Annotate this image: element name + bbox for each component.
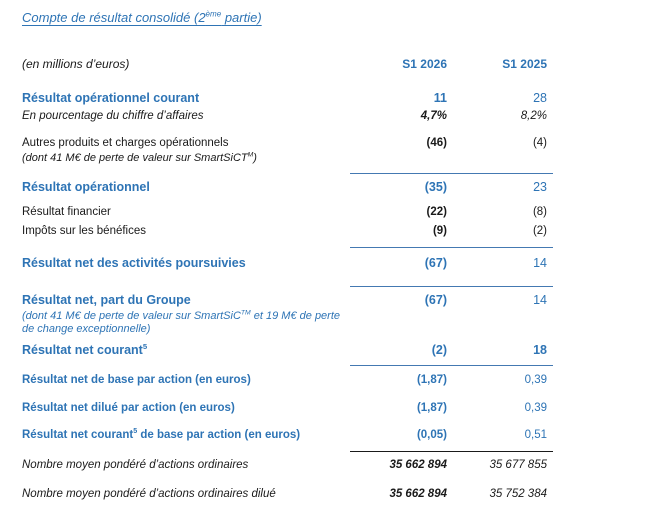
row-label: Impôts sur les bénéfices (22, 225, 147, 237)
footnote-reference-5: 5 (133, 427, 138, 436)
row-label-with-sup (22, 342, 350, 358)
row-label: Nombre moyen pondéré d’actions ordinaires dilué (22, 488, 276, 500)
row-label: Résultat net courant (22, 429, 134, 441)
row-label: Autres produits et charges opérationnels (22, 137, 229, 149)
row-label: Résultat net des activités poursuivies (22, 256, 246, 270)
page-title-superscript: ème (205, 9, 222, 19)
footnote-text: (dont 41 M€ de perte de valeur sur SmartSiC (22, 310, 241, 322)
row-label: Résultat net de base par action (en euros) (22, 374, 251, 386)
page-title-text-end: partie) (221, 10, 262, 25)
value-s1-2025: (4) (532, 137, 547, 149)
footnote-smartsic-change (22, 310, 352, 336)
value-s1-2026: (22) (426, 206, 447, 218)
value-s1-2025: (2) (532, 225, 547, 237)
value-s1-2025: 0,51 (524, 429, 547, 441)
value-s1-2026: (46) (426, 137, 447, 149)
value-s1-2025: 28 (533, 91, 547, 105)
row-resultat-net-activites-poursuivies (22, 255, 655, 271)
row-label: En pourcentage du chiffre d’affaires (22, 110, 204, 122)
row-resultat-net-courant (22, 342, 655, 358)
value-s1-2025: 0,39 (524, 402, 547, 414)
value-s1-2025: 0,39 (524, 374, 547, 386)
row-resultat-operationnel-courant (22, 90, 655, 106)
page-title-text: Compte de résultat consolidé (2 (22, 10, 206, 25)
row-nombre-actions-ordinaires (22, 458, 655, 472)
row-autres-produits-charges (22, 136, 655, 150)
row-resultat-net-base-par-action (22, 373, 655, 388)
separator-line-black (350, 451, 553, 452)
separator-line (350, 365, 553, 366)
row-resultat-net-courant-base-par-action (22, 428, 655, 443)
row-resultat-financier (22, 205, 655, 219)
value-s1-2026: (2) (431, 343, 447, 357)
separator-line (350, 286, 553, 287)
row-nombre-actions-ordinaires-dilue (22, 487, 655, 501)
separator-line (350, 247, 553, 248)
footnote-superscript: TM (240, 309, 251, 317)
value-s1-2026: 35 662 894 (389, 459, 447, 471)
row-label: Résultat net courant (22, 343, 143, 357)
row-label: Résultat opérationnel courant (22, 91, 200, 105)
value-s1-2025: 14 (533, 256, 547, 270)
value-s1-2026: (67) (424, 256, 447, 270)
value-s1-2026: (1,87) (416, 402, 447, 414)
footnote-smartsic-impairment (22, 152, 352, 165)
value-s1-2025: 23 (533, 180, 547, 194)
value-s1-2026: (35) (424, 180, 447, 194)
row-label: Nombre moyen pondéré d’actions ordinaires (22, 459, 249, 471)
value-s1-2026: 11 (433, 91, 447, 105)
row-label: Résultat financier (22, 206, 111, 218)
value-s1-2025: 8,2% (520, 110, 547, 122)
value-s1-2026: (67) (424, 293, 447, 307)
value-s1-2026: (0,05) (416, 429, 447, 441)
value-s1-2026: 35 662 894 (389, 488, 447, 500)
value-s1-2025: 35 677 855 (489, 459, 547, 471)
value-s1-2025: 14 (533, 293, 547, 307)
row-label: Résultat net, part du Groupe (22, 293, 191, 307)
value-s1-2026: (1,87) (416, 374, 447, 386)
row-label: Résultat net dilué par action (en euros) (22, 402, 235, 414)
value-s1-2025: 18 (533, 343, 547, 357)
value-s1-2026: 4,7% (420, 110, 447, 122)
value-s1-2025: (8) (532, 206, 547, 218)
row-label-end: de base par action (en euros) (137, 429, 301, 441)
row-pourcentage-chiffre-affaires (22, 109, 655, 123)
page-title (22, 10, 655, 26)
footnote-reference-5: 5 (142, 341, 148, 351)
unit-label: (en millions d’euros) (22, 57, 130, 71)
value-s1-2026: (9) (432, 225, 447, 237)
separator-line (350, 173, 553, 174)
footnote-superscript: M (247, 151, 254, 159)
row-label: Résultat opérationnel (22, 180, 150, 194)
column-header-s1-2025: S1 2025 (502, 57, 547, 71)
value-s1-2025: 35 752 384 (489, 488, 547, 500)
footnote-text: (dont 41 M€ de perte de valeur sur SmartSiCT (22, 152, 248, 164)
row-resultat-net-part-groupe (22, 292, 655, 308)
footnote-text-end: ) (253, 152, 257, 164)
column-header-s1-2026: S1 2026 (402, 57, 447, 71)
row-label-with-sup (22, 428, 350, 443)
footnote-text-end: et 19 M€ de perte de change exceptionnelle) (22, 310, 341, 335)
row-impots-benefices (22, 224, 655, 238)
table-header-row (22, 57, 655, 72)
row-resultat-operationnel (22, 179, 655, 195)
row-resultat-net-dilue-par-action (22, 401, 655, 416)
